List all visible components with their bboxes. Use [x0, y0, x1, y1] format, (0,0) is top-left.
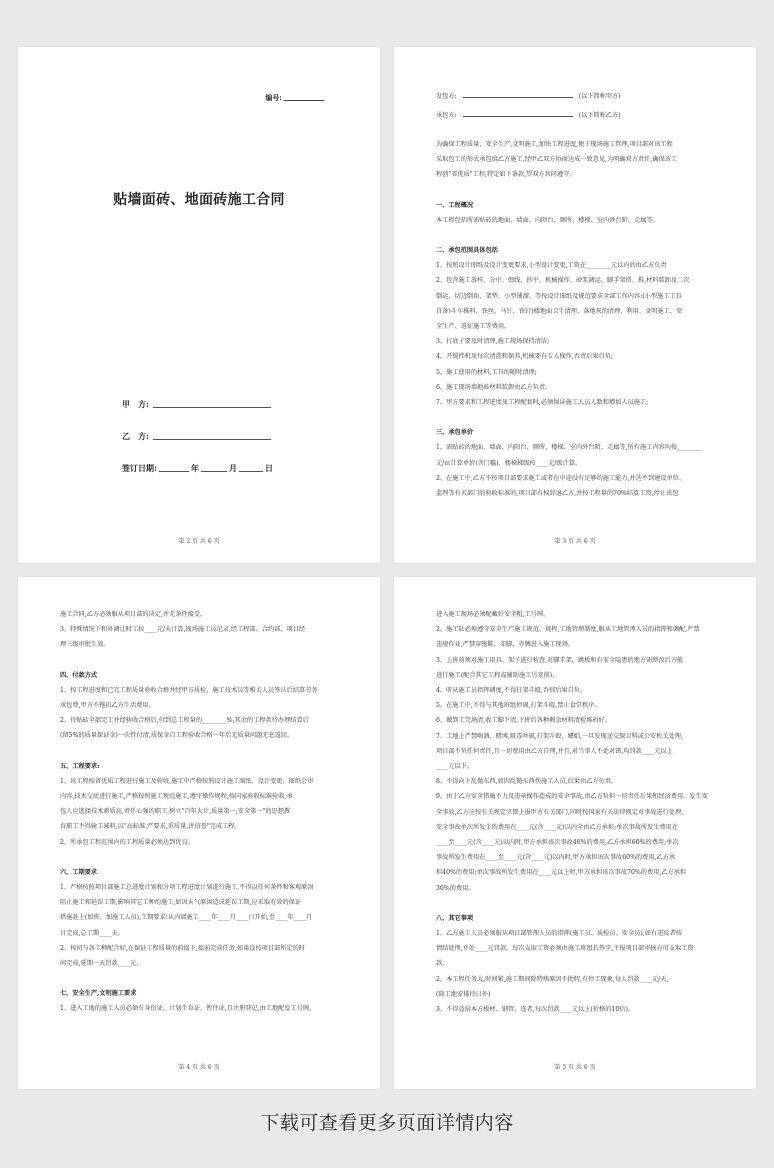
party-block	[436, 89, 726, 127]
body-line: 安全事故单次所发生的费用在____元(含____元)以内全由乙方承担;单次事故所发生费用在	[436, 823, 679, 831]
paragraph-gap	[60, 744, 350, 759]
body-line: 项目部不负任何责任,且一切费用由乙方自理,并且,对当事人不论对错,均罚款____元以上	[436, 747, 673, 755]
body-line: 1、乙方施工人员必须服从项目部管理人员的指挥(施工员、质检员、安全员),如有违反者按	[436, 930, 682, 938]
body-line: 内容,技术交底进行施工,严格按照施工规范施工,遵守操作规程,按国家验收标准验收,承	[60, 793, 293, 801]
body-line: 3、特殊情况下和外调让时工按____元/天计算,现场施工员记录,经工程部、合约部、项目经	[60, 626, 306, 634]
body-line: 2、待贴砖全部完工并经验收合格后,付到总工程量的________%,其余的工程款待办理结算后	[60, 717, 309, 725]
paragraph-gap	[60, 971, 350, 986]
contract-number	[265, 93, 324, 103]
body-line: 6、施工现场墙地砖材料装卸由乙方负责。	[436, 383, 552, 391]
party-b-label: 乙 方:	[122, 431, 149, 441]
body-line: ____至____元(含____元)以内时,甲方承担该次事故40%的费用,乙方承担60%的费用;单次	[436, 839, 679, 847]
party-a-label: 甲 方:	[122, 399, 149, 409]
body-line: 5、在施工中,不得与其他班组停闹,打架斗殴,禁止食堂秩序。	[436, 702, 601, 710]
contract-cover-page	[18, 47, 380, 563]
contract-page-3	[394, 47, 756, 563]
contract-number-blank	[284, 100, 324, 101]
body-line: 2、施工队必须遵守安全生产施工规范、规程,工地管理制度,服从工地管理人员的指挥和调配,严禁	[436, 626, 700, 634]
body-line: 元/㎡计算单价(含门槛)、楼梯梯级按____元/级计算。	[436, 459, 582, 467]
page-number: 第 5 页 共 6 页	[554, 1064, 596, 1071]
paragraph-gap	[436, 183, 726, 198]
body-line: 6、做到工完场清,收工脚下清,下班后各种剩余材料清检堆码好。	[436, 717, 611, 725]
body-line: 包人应选择技术素质高,责任心强的职工,树立"百年大计,质量第一,安全第一"的思想教	[60, 808, 291, 816]
body-line: 倒运、切边倒角、架垫、小型铺溜、等按设计图纸及规范要求全部工作内容:(小型施工工具	[436, 292, 682, 300]
body-line: 1、需贴砖的地面、墙面、内阳台、厕所、楼梯、室内外台阶、走廊等,所有施工内容均按________	[436, 444, 702, 452]
body-line: 全事故,乙方应按有关规定立即上报甲方有关部门,同时按国家有关法律规定对事故进行处理,	[436, 808, 684, 816]
body-line: (留5%的质量保证金)一次性付清,质保金自工程验收合格一年后无质量问题无息返回。	[60, 732, 294, 740]
body-line: 措施赶上(加班、加施工人员),工期要求:从内墙施工____年____月____日开始,至____年____月	[60, 914, 313, 922]
body-line: (除工地安排待日外)	[436, 990, 491, 998]
section-heading: 四、付款方式	[60, 671, 98, 679]
body-line: 4、开搅拌机及每次清洗和保养,机械要有专人操作,否责后果自负;	[436, 353, 614, 361]
body-line: 3、不得盗窃本方板材、钢管、连者,每次罚款____元以上(价格的10倍)。	[436, 1006, 635, 1014]
body-line: 程创"省优质"工程,特定如下条款,望双方共同遵守。	[436, 171, 576, 179]
party-b-field	[122, 431, 271, 442]
body-line: 违规作业,严禁穿拖鞋、赤脚、赤膊进入施工现场。	[436, 641, 575, 649]
body-line: 2、在施工中,乙方不按项目部要求施工或者在中途没有足够的施工能力,并达不到建设单位、	[436, 474, 686, 482]
body-line: 日完成,总工期____天。	[60, 929, 124, 937]
body-line: 全生产、返征施工等费用。	[436, 323, 511, 331]
body-line: 间完成,延期一天罚款____元。	[60, 960, 143, 968]
body-line: 育职工不得偷工减料,以"高标准,严要求,重质量,讲信誉"完成工程。	[60, 823, 241, 831]
body-line: 4、听从施工员指挥调度,不得打架斗殴,否则后果自负。	[436, 687, 587, 695]
body-line: 2、所承包工程范围内的工程质量必须达到优良。	[60, 838, 194, 846]
body-line: 1、该工程按省优质工程进行施工及验收,施工中严格按照设计施工图纸、设计变更、图纸会审	[60, 777, 314, 785]
body-line: 9、由于乙方安全措施不力及违章操作造成的安全事故,由乙方负担一切责任后果和经济费用。发生安	[436, 793, 708, 801]
body-line: 7、工地上严禁喝酒、赌博,吸毒吵闹,打架斗殴、嫖娼,一旦发现送交保卫科或公安机关处理,	[436, 732, 683, 740]
body-line: 2、本工程任务大,时间紧,施工期间除特殊原因不批假,有停工现象,每人罚款____元/天,	[436, 975, 669, 983]
body-line: 为确保工程质量、安全生产,文明施工,加快工程进度,便于现场施工管理,项目部对该工程	[436, 141, 673, 148]
download-more-caption: 下载可查看更多页面详情内容	[260, 1112, 514, 1134]
party-b-line: 承包方: (以下简称乙方)	[436, 112, 621, 120]
page-number: 第 2 页 共 6 页	[178, 538, 220, 545]
page3-body	[436, 137, 726, 501]
body-line: 阻止施工和延误工期,影响其它工种的施工,如因天气原因造成延误工期,应采取有效的保证	[60, 899, 302, 907]
body-line: 自备)斗车推料、铁丝、马钉、铁钉)楼地面卫生清理、落地灰的清理、利用、文明施工、安	[436, 307, 683, 315]
contract-page-4	[18, 577, 380, 1089]
body-line: 1、严格按照项目部施工总进度计划和分项工程进度计划进行施工,不得以任何条件和客观原因	[60, 884, 314, 892]
body-line: 进行施工(配合其它工程或辅助施工另安排)。	[436, 671, 559, 679]
body-line: 担40%的费用;单次事故所发生费用在____元以上时,甲方承担该次事故70%的费用,乙方承担	[436, 869, 687, 877]
body-line: 理三级审批生效。	[60, 641, 110, 649]
body-line: 3、上班前须对施工用具、架子进行检查,对脚手架、跳板和有安全隐患的地方需整改后方能	[436, 656, 684, 664]
party-a-field	[122, 399, 271, 410]
sign-date-label: 签订日期:	[122, 463, 157, 473]
section-heading: 一、工程概况	[436, 201, 474, 209]
page5-body	[436, 607, 726, 1017]
body-line: 3、打底子要及时清理,施工现场保持清洁;	[436, 338, 550, 346]
party-a-line: 发包方: (以下简称甲方)	[436, 93, 621, 100]
body-line: 1、进入工地的施工人员必须有身份证、计划生育证、暂住证,且注册登记,由工地配发工号牌,	[60, 1005, 312, 1013]
page4-body	[60, 607, 350, 1017]
body-line: 承包费,甲方不拖扣乙方生活费用。	[60, 702, 155, 710]
body-line: 本工程包括所需贴砖的地面、墙面、内阳台、厕所、楼梯、室内外台阶、走廊等。	[436, 216, 659, 224]
body-line: 7、甲方要求和工程进度及工程配套时,必须保证施工人员人数和增加人员施工;	[436, 399, 649, 407]
paragraph-gap	[60, 653, 350, 668]
body-line: ____元以下。	[436, 763, 474, 771]
contract-page-5	[394, 577, 756, 1089]
body-line: 进入施工现场必须配戴好安全帽,工号牌。	[436, 611, 550, 618]
body-line: 2、按切与各工种配合好,在保证工程质量的前提下,提前完成任务,如果没按项目部所定的时	[60, 944, 305, 952]
body-line: 1、按照设计图纸及设计变更要求,小型设计变更,工资在________元以内的由乙方负责	[436, 262, 667, 270]
paragraph-gap	[436, 410, 726, 425]
body-line: 1、按工程进度和已完工程质量验收合格并经甲方质检、施工技术员等相关人员签认后结算劳务	[60, 686, 318, 694]
body-line: 款。	[436, 960, 449, 968]
section-heading: 五、工程要求:	[60, 762, 100, 770]
body-line: 采取包工的形式承包给乙方施工,经甲乙双方协商达成一致意见,为明确双方责任,确保该工	[436, 156, 678, 164]
body-line: 事故所发生费用在____至____元(含____元)以内时,甲方承担该次事故60%的费用,乙方承	[436, 854, 676, 862]
section-heading: 二、承包范围具体包括	[436, 247, 498, 255]
body-line: 监理等有关部门的验收标准的,项目部有权辞退乙方,并按工程量的70%结算工资,停止该包	[436, 490, 679, 498]
page-number: 第 3 页 共 6 页	[554, 538, 596, 545]
body-line: 8、不得向下乱抛东西,如因乱抛东西伤施工人员,后果由乙方负责。	[436, 778, 618, 786]
section-heading: 六、工期要求	[60, 868, 98, 876]
body-line: 30%的费用。	[436, 884, 475, 892]
page-number: 第 4 页 共 6 页	[178, 1064, 220, 1071]
body-line: 情结处理,并处____元罚款。每次支取工资必须由施工班组长签字,主报项目部审核方可支取工资	[436, 945, 694, 953]
section-heading: 三、承包单价	[436, 429, 474, 437]
section-heading: 七、安全生产,文明施工要求	[60, 990, 137, 998]
body-line: 5、施工使用的材料,工具的随时清理;	[436, 368, 537, 376]
body-line: 2、包含施工放样、分中、弹线、抄平、机械操作、砂浆调运、脚手架搭、拆,材料装卸及二次	[436, 277, 690, 285]
party-b-blank	[153, 439, 271, 440]
section-heading: 八、其它事项	[436, 914, 474, 922]
contract-title: 贴墙面砖、地面砖施工合同	[113, 192, 285, 208]
sign-date-field: 签订日期: 年 月 日	[122, 463, 273, 473]
paragraph-gap	[436, 228, 726, 243]
paragraph-gap	[436, 896, 726, 911]
paragraph-gap	[60, 850, 350, 865]
contract-number-label: 编号:	[265, 93, 282, 102]
party-a-blank	[153, 407, 271, 408]
body-line: 施工合同,乙方必须服从项目部的决定,并无条件接受。	[60, 611, 207, 618]
